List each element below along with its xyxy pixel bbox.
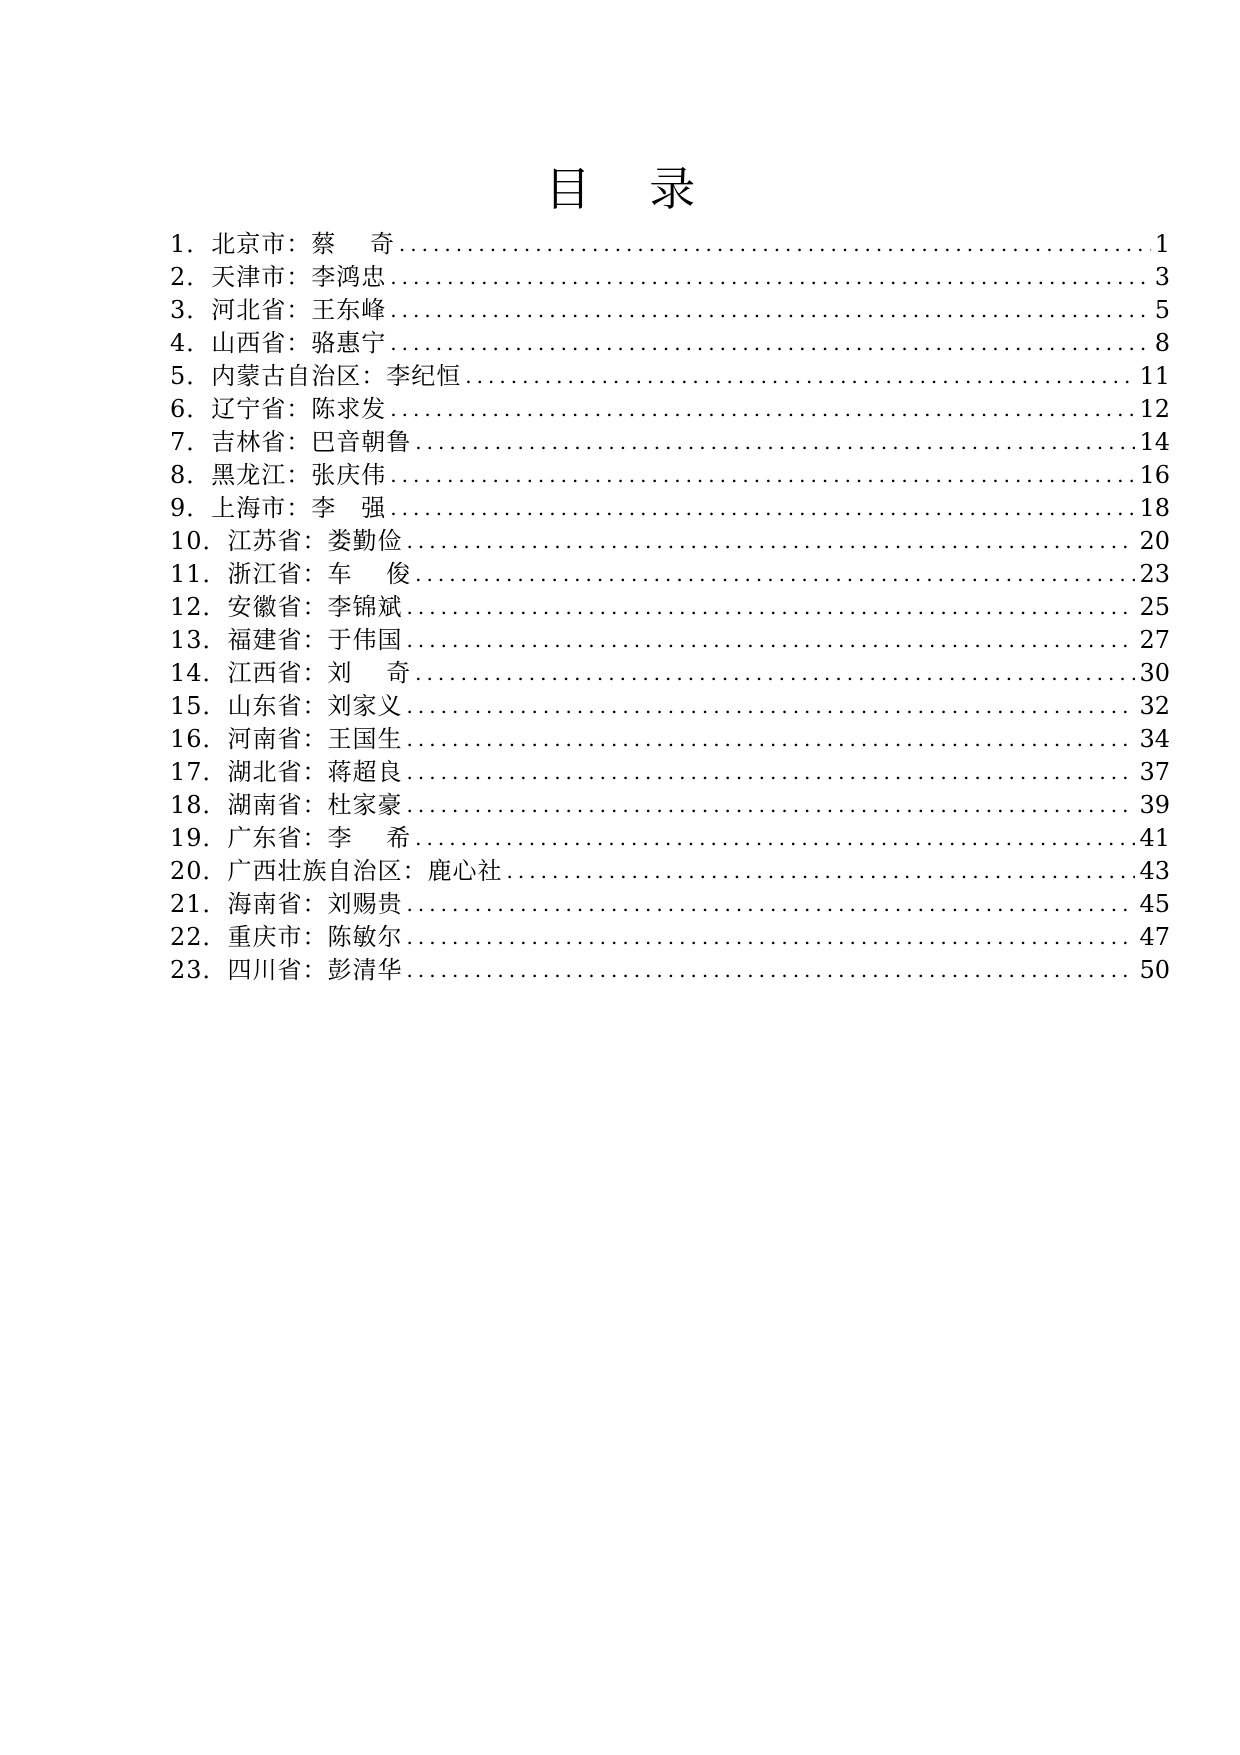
toc-entry-label: 7．吉林省：巴音朝鲁 [170,428,412,456]
toc-page-number: 32 [1139,692,1170,720]
toc-entry-label: 21．海南省：刘赐贵 [170,890,403,918]
dot-leader [390,459,1135,492]
toc-entry-label: 2．天津市：李鸿忠 [170,263,387,291]
toc-entry[interactable] [170,822,1170,855]
toc-page-number: 25 [1139,593,1170,621]
toc-entry-label: 5．内蒙古自治区：李纪恒 [170,362,462,390]
toc-entry[interactable] [170,426,1170,459]
toc-entry-label: 9．上海市：李 强 [170,494,387,522]
toc-entry-label: 18．湖南省：杜家豪 [170,791,403,819]
toc-entry[interactable] [170,393,1170,426]
toc-entry[interactable] [170,624,1170,657]
toc-entry-label: 6．辽宁省：陈求发 [170,395,387,423]
toc-page-number: 12 [1139,395,1170,423]
toc-page-number: 11 [1139,362,1170,390]
toc-page-number: 50 [1139,956,1170,984]
toc-entry-label: 11．浙江省：车 俊 [170,560,412,588]
toc-entry[interactable] [170,888,1170,921]
toc-entry-label: 20．广西壮族自治区：鹿心社 [170,857,503,885]
dot-leader [407,888,1136,921]
toc-entry[interactable] [170,360,1170,393]
dot-leader [407,525,1136,558]
toc-entry-label: 1．北京市：蔡 奇 [170,230,395,258]
dot-leader [415,822,1135,855]
toc-entry[interactable] [170,756,1170,789]
dot-leader [415,426,1135,459]
dot-leader [390,327,1150,360]
dot-leader [465,360,1135,393]
dot-leader [507,855,1136,888]
dot-leader [407,591,1136,624]
toc-page-number: 14 [1139,428,1170,456]
dot-leader [390,261,1150,294]
toc-page-number: 41 [1139,824,1170,852]
toc-page-number: 16 [1139,461,1170,489]
toc-entry-label: 10．江苏省：娄勤俭 [170,527,403,555]
toc-page-number: 3 [1154,263,1170,291]
toc-page-number: 47 [1139,923,1170,951]
toc-entry[interactable] [170,228,1170,261]
dot-leader [390,393,1135,426]
toc-entry[interactable] [170,525,1170,558]
toc-entry[interactable] [170,921,1170,954]
toc-entry[interactable] [170,657,1170,690]
toc-page-number: 27 [1139,626,1170,654]
toc-entry[interactable] [170,459,1170,492]
dot-leader [407,921,1136,954]
page-title: 目 录 [544,162,718,216]
dot-leader [407,756,1136,789]
toc-entry-label: 3．河北省：王东峰 [170,296,387,324]
toc-page-number: 18 [1139,494,1170,522]
toc-entry-label: 19．广东省：李 希 [170,824,412,852]
toc-entry[interactable] [170,558,1170,591]
toc-entry-label: 16．河南省：王国生 [170,725,403,753]
dot-leader [390,492,1135,525]
toc-entry[interactable] [170,591,1170,624]
toc-page-number: 45 [1139,890,1170,918]
toc-entry-label: 14．江西省：刘 奇 [170,659,412,687]
toc-entry[interactable] [170,492,1170,525]
toc-entry[interactable] [170,855,1170,888]
toc-entry-label: 15．山东省：刘家义 [170,692,403,720]
toc-entry[interactable] [170,954,1170,987]
toc-entry[interactable] [170,327,1170,360]
toc-entry[interactable] [170,690,1170,723]
toc-page-number: 1 [1154,230,1170,258]
toc-entry-label: 8．黑龙江：张庆伟 [170,461,387,489]
toc-page-number: 34 [1139,725,1170,753]
dot-leader [399,228,1151,261]
toc-page-number: 23 [1139,560,1170,588]
dot-leader [407,789,1136,822]
dot-leader [407,954,1136,987]
toc-page-number: 5 [1154,296,1170,324]
toc-entry[interactable] [170,294,1170,327]
toc-page-number: 37 [1139,758,1170,786]
dot-leader [407,624,1136,657]
toc-page-number: 30 [1139,659,1170,687]
dot-leader [415,657,1135,690]
table-of-contents [170,228,1170,987]
dot-leader [407,723,1136,756]
toc-entry-label: 23．四川省：彭清华 [170,956,403,984]
toc-page-number: 43 [1139,857,1170,885]
toc-entry-label: 22．重庆市：陈敏尔 [170,923,403,951]
dot-leader [415,558,1135,591]
toc-entry-label: 12．安徽省：李锦斌 [170,593,403,621]
toc-entry[interactable] [170,789,1170,822]
toc-page-number: 20 [1139,527,1170,555]
toc-entry-label: 17．湖北省：蒋超良 [170,758,403,786]
toc-entry-label: 13．福建省：于伟国 [170,626,403,654]
dot-leader [390,294,1150,327]
dot-leader [407,690,1136,723]
toc-entry[interactable] [170,723,1170,756]
toc-entry[interactable] [170,261,1170,294]
toc-entry-label: 4．山西省：骆惠宁 [170,329,387,357]
toc-page-number: 8 [1154,329,1170,357]
toc-page-number: 39 [1139,791,1170,819]
